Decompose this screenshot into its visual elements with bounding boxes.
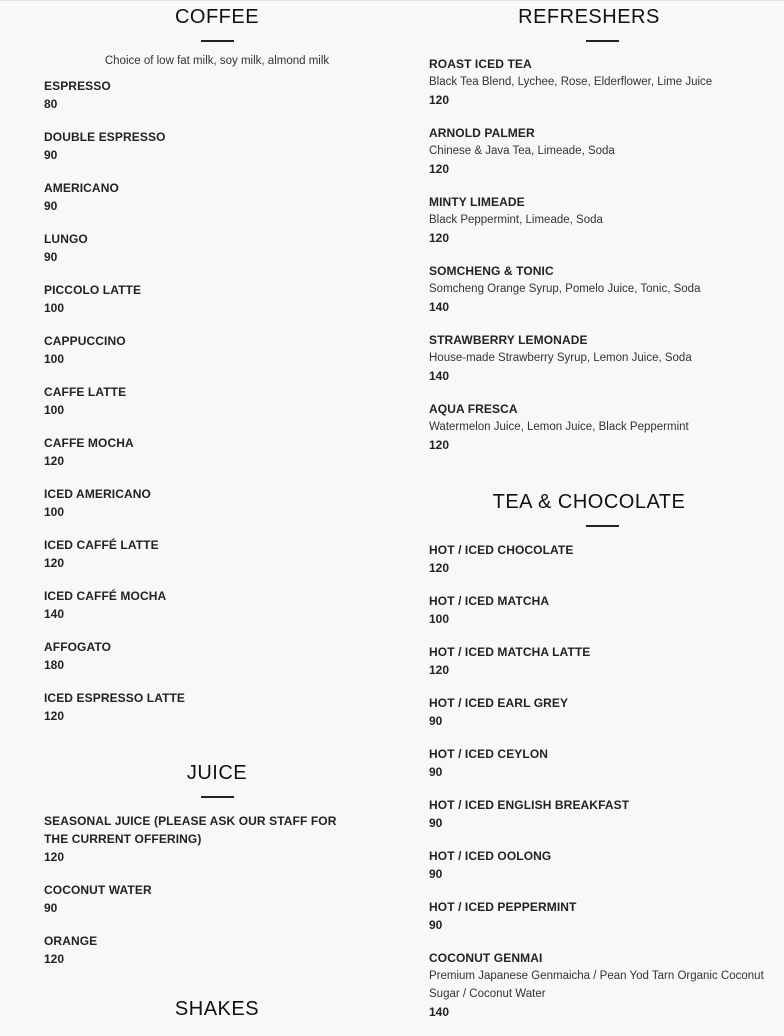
- item-price: 90: [44, 901, 58, 915]
- item-name: SEASONAL JUICE (PLEASE ASK OUR STAFF FOR THE CURRENT OFFERING): [44, 814, 337, 846]
- item-price: 120: [44, 454, 65, 468]
- item-price: 100: [44, 352, 65, 366]
- coffee-section: [44, 0, 390, 725]
- item-description: Premium Japanese Genmaicha / Pean Yod Tarn Organic Coconut Sugar / Coconut Water: [429, 970, 764, 1000]
- item-name: ICED CAFFÉ MOCHA: [44, 589, 167, 603]
- menu-item: [44, 812, 390, 866]
- item-name: HOT / ICED OOLONG: [429, 849, 552, 863]
- juice-title: JUICE: [186, 762, 248, 784]
- right-column: [429, 0, 779, 1036]
- coffee-title: COFFEE: [174, 6, 260, 28]
- menu-item: [429, 643, 779, 679]
- item-description: Somcheng Orange Syrup, Pomelo Juice, Tonic, Soda: [429, 283, 701, 295]
- menu-item: [44, 536, 390, 572]
- menu-item: [44, 383, 390, 419]
- refreshers-divider: [586, 40, 619, 42]
- item-name: ESPRESSO: [44, 79, 111, 93]
- item-name: COCONUT WATER: [44, 883, 152, 897]
- coffee-divider: [201, 40, 234, 42]
- item-name: CAFFE MOCHA: [44, 436, 134, 450]
- item-description: Chinese & Java Tea, Limeade, Soda: [429, 145, 615, 157]
- menu-item: [429, 124, 779, 178]
- item-price: 120: [429, 162, 450, 176]
- item-description: Black Tea Blend, Lychee, Rose, Elderflower, Lime Juice: [429, 76, 713, 88]
- item-price: 90: [429, 918, 443, 932]
- menu-item: [44, 332, 390, 368]
- coffee-list: [44, 77, 390, 725]
- tea-chocolate-list: [429, 541, 779, 1021]
- item-price: 90: [44, 199, 58, 213]
- item-name: ARNOLD PALMER: [429, 126, 535, 140]
- item-price: 90: [429, 867, 443, 881]
- item-price: 100: [44, 301, 65, 315]
- menu-item: [429, 847, 779, 883]
- tea-chocolate-section: [429, 469, 779, 1021]
- item-price: 90: [429, 816, 443, 830]
- menu-item: [429, 331, 779, 385]
- refreshers-section: [429, 0, 779, 454]
- item-name: ICED ESPRESSO LATTE: [44, 691, 186, 705]
- item-name: HOT / ICED MATCHA: [429, 594, 550, 608]
- item-name: HOT / ICED ENGLISH BREAKFAST: [429, 798, 630, 812]
- menu-item: [429, 694, 779, 730]
- item-price: 140: [429, 1005, 450, 1019]
- item-price: 120: [429, 561, 450, 575]
- item-name: ICED AMERICANO: [44, 487, 151, 501]
- shakes-section: [44, 983, 390, 1021]
- menu-item: [44, 638, 390, 674]
- item-price: 120: [44, 709, 65, 723]
- menu-item: [44, 485, 390, 521]
- item-name: CAPPUCCINO: [44, 334, 126, 348]
- menu-item: [44, 932, 390, 968]
- item-name: HOT / ICED MATCHA LATTE: [429, 645, 591, 659]
- menu-item: [429, 400, 779, 454]
- item-price: 140: [429, 369, 450, 383]
- menu-item: [44, 179, 390, 215]
- juice-list: [44, 812, 390, 968]
- item-name: CAFFE LATTE: [44, 385, 127, 399]
- item-name: LUNGO: [44, 232, 88, 246]
- menu-item: [44, 434, 390, 470]
- menu-item: [429, 592, 779, 628]
- refreshers-title: REFRESHERS: [518, 6, 660, 28]
- menu-item: [429, 745, 779, 781]
- menu-item: [44, 128, 390, 164]
- item-name: COCONUT GENMAI: [429, 951, 543, 965]
- menu-item: [429, 898, 779, 934]
- coffee-milk-note: Choice of low fat milk, soy milk, almond milk: [104, 55, 330, 67]
- menu-item: [429, 541, 779, 577]
- item-price: 100: [429, 612, 450, 626]
- item-price: 100: [44, 403, 65, 417]
- item-name: ROAST ICED TEA: [429, 57, 532, 71]
- item-name: DOUBLE ESPRESSO: [44, 130, 166, 144]
- menu-item: [429, 949, 779, 1021]
- item-price: 90: [44, 148, 58, 162]
- item-description: Black Peppermint, Limeade, Soda: [429, 214, 603, 226]
- item-price: 120: [429, 438, 450, 452]
- juice-divider: [201, 796, 234, 798]
- item-name: MINTY LIMEADE: [429, 195, 525, 209]
- item-name: HOT / ICED CHOCOLATE: [429, 543, 574, 557]
- menu-item: [44, 587, 390, 623]
- menu-item: [44, 881, 390, 917]
- item-name: AMERICANO: [44, 181, 119, 195]
- item-price: 90: [429, 714, 443, 728]
- item-price: 100: [44, 505, 65, 519]
- item-name: AFFOGATO: [44, 640, 112, 654]
- menu-item: [44, 689, 390, 725]
- item-name: PICCOLO LATTE: [44, 283, 142, 297]
- item-name: STRAWBERRY LEMONADE: [429, 333, 588, 347]
- menu-item: [44, 77, 390, 113]
- item-price: 120: [44, 556, 65, 570]
- item-name: HOT / ICED PEPPERMINT: [429, 900, 577, 914]
- item-description: House-made Strawberry Syrup, Lemon Juice, Soda: [429, 352, 692, 364]
- item-price: 140: [429, 300, 450, 314]
- tea-chocolate-divider: [586, 525, 619, 527]
- shakes-title: SHAKES: [174, 998, 260, 1020]
- item-name: HOT / ICED EARL GREY: [429, 696, 569, 710]
- item-price: 90: [44, 250, 58, 264]
- item-price: 120: [429, 231, 450, 245]
- tea-chocolate-title: TEA & CHOCOLATE: [492, 491, 686, 513]
- item-price: 120: [44, 952, 65, 966]
- menu-item: [429, 193, 779, 247]
- item-name: HOT / ICED CEYLON: [429, 747, 549, 761]
- juice-section: [44, 740, 390, 968]
- item-description: Watermelon Juice, Lemon Juice, Black Peppermint: [429, 421, 689, 433]
- item-price: 140: [44, 607, 65, 621]
- item-name: AQUA FRESCA: [429, 402, 518, 416]
- menu-item: [44, 230, 390, 266]
- menu-item: [429, 262, 779, 316]
- item-price: 180: [44, 658, 65, 672]
- item-name: ICED CAFFÉ LATTE: [44, 538, 159, 552]
- item-price: 80: [44, 97, 58, 111]
- item-price: 120: [429, 663, 450, 677]
- refreshers-list: [429, 55, 779, 454]
- menu-item: [429, 55, 779, 109]
- item-price: 120: [429, 93, 450, 107]
- menu-item: [429, 796, 779, 832]
- item-name: ORANGE: [44, 934, 98, 948]
- left-column: [44, 0, 390, 1021]
- item-price: 120: [44, 850, 65, 864]
- item-price: 90: [429, 765, 443, 779]
- item-name: SOMCHENG & TONIC: [429, 264, 554, 278]
- menu-item: [44, 281, 390, 317]
